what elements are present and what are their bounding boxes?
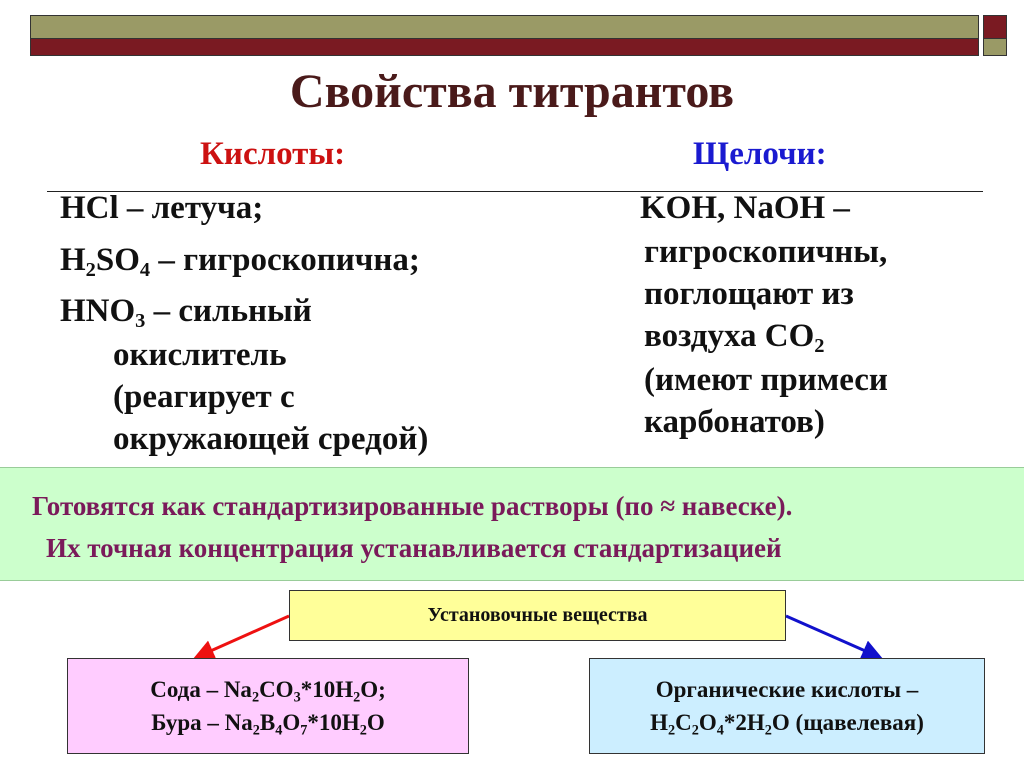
acid-hcl: HCl – летуча;: [60, 190, 264, 226]
note-line1: Готовятся как стандартизированные растворы (по ≈ навеске).: [32, 491, 793, 521]
alkali-line3: поглощают из: [644, 276, 854, 312]
arrow-left: [197, 616, 289, 657]
soda-borax-box: [67, 658, 469, 754]
borax-line: Бура – $Na_2B_4O_7*10H_2O$: [151, 710, 385, 739]
organic-acids-box: [589, 658, 985, 754]
alkali-line2: гигроскопичны,: [644, 234, 888, 270]
acid-hno3-line3: (реагирует с: [113, 379, 295, 415]
arrow-right: [786, 616, 879, 657]
note-line2: Их точная концентрация устанавливается стандартизацией: [46, 533, 782, 563]
alkali-line1: KOH, NaOH –: [640, 190, 850, 226]
acids-heading: Кислоты:: [200, 136, 346, 172]
soda-line: Сода – $Na_2CO_3*10H_2O$;: [150, 677, 386, 706]
acid-hno3-line2: окислитель: [113, 337, 287, 373]
alkali-line5: (имеют примеси: [644, 362, 888, 398]
slide-title: Свойства титрантов: [289, 65, 735, 118]
acid-hno3-line4: окружающей средой): [113, 421, 429, 457]
oxalic-acid-line: $H_2C_2O_4*2H_2O$ (щавелевая): [650, 710, 924, 739]
alkali-line4: воздуха $CO_2$: [644, 318, 825, 358]
alkali-line6: карбонатов): [644, 404, 825, 440]
acid-hno3: $HNO_3$ – сильный: [60, 293, 312, 333]
alkalis-heading: Щелочи:: [693, 136, 827, 172]
acid-h2so4: $H_2SO_4$ – гигроскопична;: [60, 242, 420, 282]
standard-substances-box: Установочные вещества: [289, 590, 786, 641]
organic-acids-line: Органические кислоты –: [655, 677, 919, 702]
